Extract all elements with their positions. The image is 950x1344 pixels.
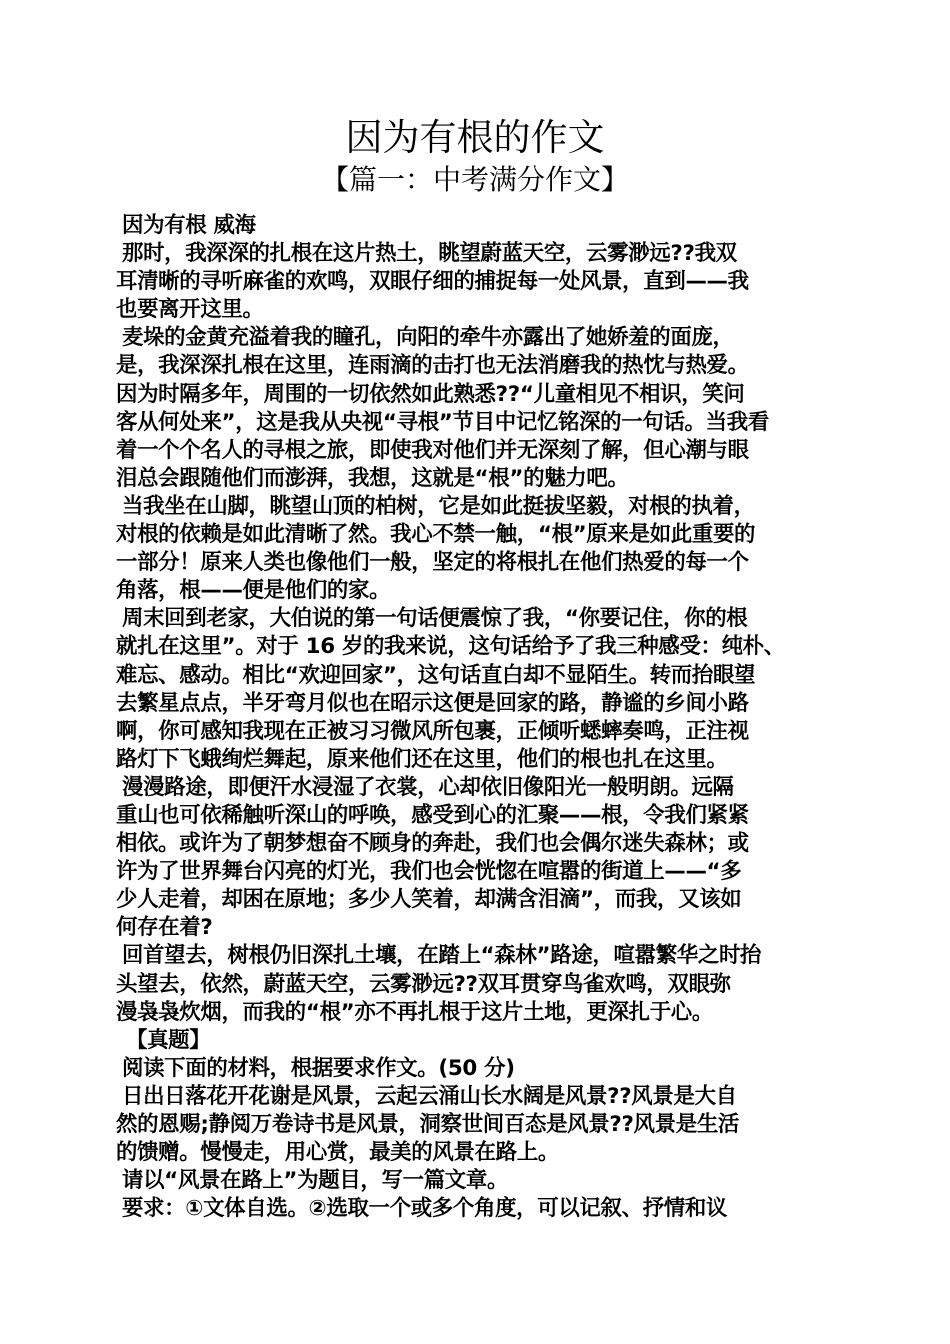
document-subtitle: 【篇一：中考满分作文】 xyxy=(320,163,629,196)
text-line: 角落，根——便是他们的家。 xyxy=(116,578,391,604)
text-line: 何存在着? xyxy=(116,915,213,941)
text-line: 因为有根 威海 xyxy=(122,213,256,238)
text-line: 去繁星点点，半牙弯月似也在昭示这便是回家的路，静谧的乡间小路 xyxy=(116,690,749,716)
text-line: 周末回到老家，大伯说的第一句话便震惊了我，“你要记住，你的根 xyxy=(122,606,748,632)
text-line: 泪总会跟随他们而澎湃，我想，这就是“根”的魅力吧。 xyxy=(116,465,629,491)
text-line: 回首望去，树根仍旧深扎土壤，在踏上“森林”路途，喧嚣繁华之时抬 xyxy=(122,943,762,969)
text-line: 对根的依赖是如此清晰了然。我心不禁一触，“根”原来是如此重要的 xyxy=(116,522,756,548)
text-line: 一部分！原来人类也像他们一般，坚定的将根扎在他们热爱的每一个 xyxy=(116,550,749,576)
text-line: 少人走着，却困在原地；多少人笑着，却满含泪滴”，而我，又该如 xyxy=(116,887,742,913)
text-line: 漫袅袅炊烟，而我的“根”亦不再扎根于这片土地，更深扎于心。 xyxy=(116,999,713,1025)
text-line: 请以“风景在路上”为题目，写一篇文章。 xyxy=(122,1168,509,1194)
text-line: 的馈赠。慢慢走，用心赏，最美的风景在路上。 xyxy=(116,1140,559,1166)
text-line: 也要离开这里。 xyxy=(116,297,264,323)
text-line: 许为了世界舞台闪亮的灯光，我们也会恍惚在喧嚣的街道上——“多 xyxy=(116,859,742,885)
text-line: 路灯下飞蛾绚烂舞起，原来他们还在这里，他们的根也扎在这里。 xyxy=(116,746,728,772)
text-line: 【真题】 xyxy=(126,1027,211,1053)
text-line: 当我坐在山脚，眺望山顶的柏树，它是如此挺拔坚毅，对根的执着， xyxy=(122,493,755,519)
text-line: 客从何处来”，这是我从央视“寻根”节目中记忆铭深的一句话。当我看 xyxy=(116,409,769,435)
document-title: 因为有根的作文 xyxy=(345,116,605,159)
text-line: 就扎在这里”。对于 16 岁的我来说，这句话给予了我三种感受：纯朴、 xyxy=(116,634,785,660)
text-line: 头望去，依然，蔚蓝天空，云雾渺远??双耳贯穿鸟雀欢鸣，双眼弥 xyxy=(116,971,731,997)
text-line: 然的恩赐;静阅万卷诗书是风景，洞察世间百态是风景??风景是生活 xyxy=(116,1112,740,1137)
text-line: 着一个个名人的寻根之旅，即使我对他们并无深刻了解，但心潮与眼 xyxy=(116,437,749,463)
document-body xyxy=(116,212,838,1223)
text-line: 漫漫路途，即便汗水浸湿了衣裳，心却依旧像阳光一般明朗。远隔 xyxy=(122,774,734,800)
text-line: 麦垛的金黄充溢着我的瞳孔，向阳的牵牛亦露出了她娇羞的面庞， xyxy=(122,325,734,351)
text-line: 相依。或许为了朝梦想奋不顾身的奔赴，我们也会偶尔迷失森林；或 xyxy=(116,831,749,857)
text-line: 阅读下面的材料，根据要求作文。(50 分) xyxy=(122,1055,515,1081)
text-line: 重山也可依稀触听深山的呼唤，感受到心的汇聚——根，令我们紧紧 xyxy=(116,802,749,828)
text-line: 耳清晰的寻听麻雀的欢鸣，双眼仔细的捕捉每一处风景，直到——我 xyxy=(116,269,749,295)
text-line: 难忘、感动。相比“欢迎回家”，这句话直白却不显陌生。转而抬眼望 xyxy=(116,662,756,688)
text-line: 那时，我深深的扎根在这片热土，眺望蔚蓝天空，云雾渺远??我双 xyxy=(122,241,737,267)
text-line: 啊，你可感知我现在正被习习微风所包裹，正倾听蟋蟀奏鸣，正注视 xyxy=(116,718,749,744)
text-line: 是，我深深扎根在这里，连雨滴的击打也无法消磨我的热忱与热爱。 xyxy=(116,353,749,379)
text-line: 要求：①文体自选。②选取一个或多个角度，可以记叙、抒情和议 xyxy=(122,1196,728,1222)
text-line: 因为时隔多年，周围的一切依然如此熟悉??“儿童相见不相识，笑问 xyxy=(116,381,745,407)
text-line: 日出日落花开花谢是风景，云起云涌山长水阔是风景??风景是大自 xyxy=(122,1083,737,1109)
